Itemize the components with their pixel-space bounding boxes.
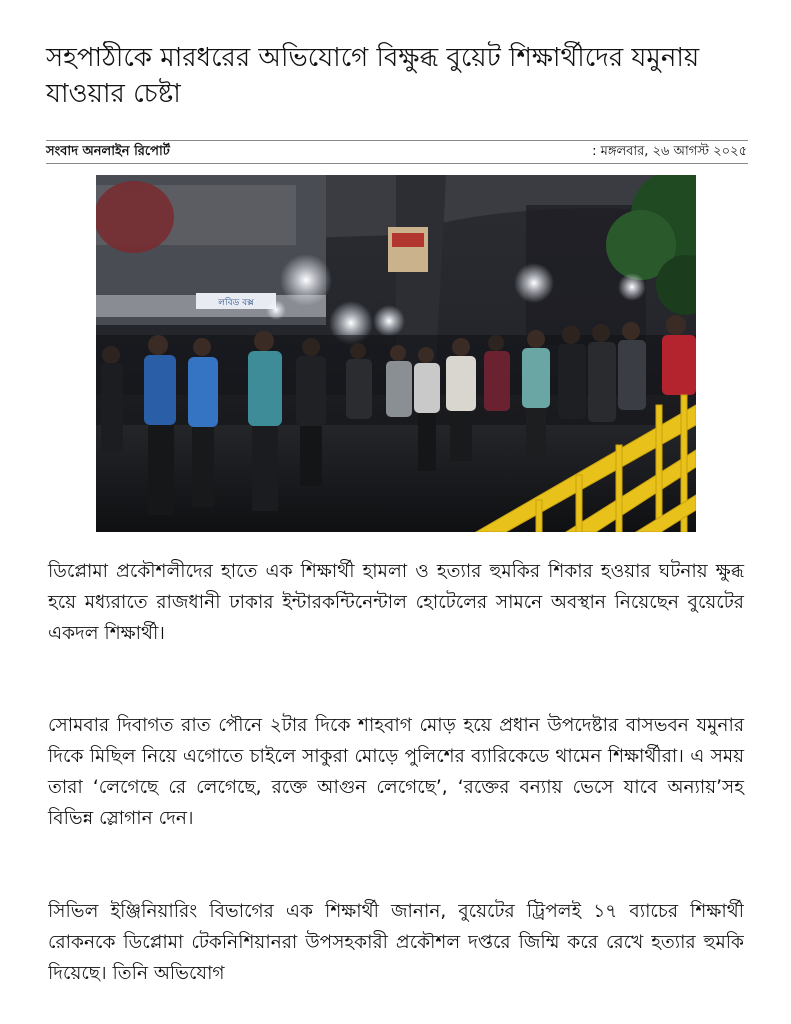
paragraph-1: ডিপ্লোমা প্রকৌশলীদের হাতে এক শিক্ষার্থী হামলা ও হত্যার হুমকির শিকার হওয়ার ঘটনায় ক্ষুব্ধ হয়ে মধ্যরাতে রাজধানী ঢাকার ইন্টারকন্টিনেন্টাল হোটেলের সামনে অবস্থান নিয়েছেন বুয়েটের একদল শিক্ষার্থী।	[48, 561, 744, 644]
byline: সংবাদ অনলাইন রিপোর্ট	[46, 144, 170, 159]
divider-top	[46, 140, 748, 141]
paragraph-2: সোমবার দিবাগত রাত পৌনে ২টার দিকে শাহবাগ মোড় হয়ে প্রধান উপদেষ্টার বাসভবন যমুনার দিকে মিছিল নিয়ে এগোতে চাইলে সাকুরা মোড়ে পুলিশের ব্যারিকেডে থামেন শিক্ষার্থীরা। এ সময় তারা ‘লেগেছে রে লেগেছে, রক্তে আগুন লেগেছে’, ‘রক্তের বন্যায় ভেসে যাবে অন্যায়’সহ বিভিন্ন স্লোগান দেন।	[48, 715, 744, 829]
dateline: : মঙ্গলবার, ২৬ আগস্ট ২০২৫	[592, 144, 747, 159]
article-headline: সহপাঠীকে মারধরের অভিযোগে বিক্ষুব্ধ বুয়েট শিক্ষার্থীদের যমুনায় যাওয়ার চেষ্টা	[46, 43, 700, 109]
shop-sign: লবিড বক্স	[218, 298, 254, 308]
paragraph-3: সিভিল ইঞ্জিনিয়ারিং বিভাগের এক শিক্ষার্থী জানান, বুয়েটের ট্রিপলই ১৭ ব্যাচের শিক্ষার্থী রোকনকে ডিপ্লোমা টেকনিশিয়ানরা উপসহকারী প্রকৌশল দপ্তরে জিম্মি করে রেখে হত্যার হুমকি দিয়েছে। তিনি অভিযোগ	[48, 901, 744, 984]
night-protest-photo-icon	[96, 175, 696, 532]
divider-bottom	[46, 163, 748, 164]
article-photo	[96, 175, 696, 532]
